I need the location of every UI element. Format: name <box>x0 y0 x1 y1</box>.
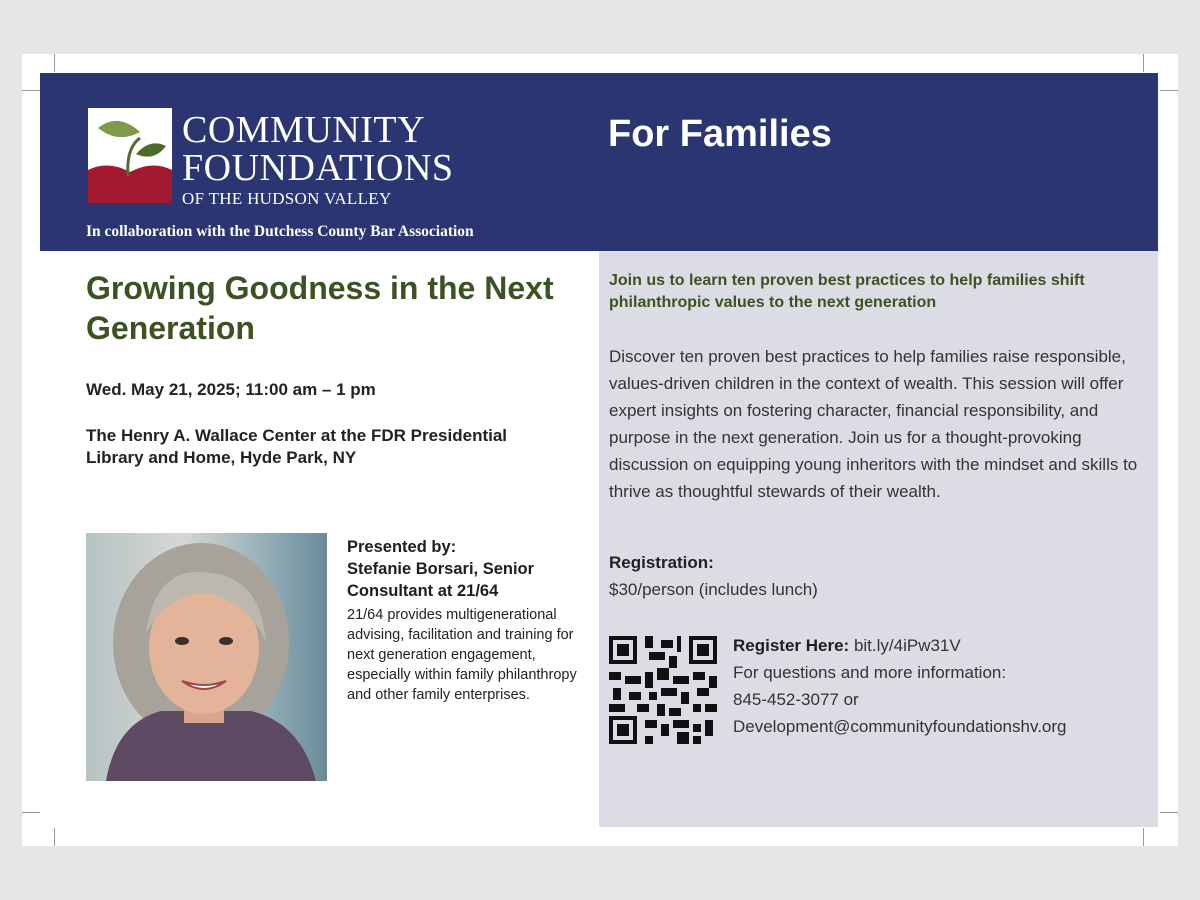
event-date-time: Wed. May 21, 2025; 11:00 am – 1 pm <box>86 380 376 399</box>
presenter-name: Stefanie Borsari, Senior Consultant at 21/64 <box>347 560 535 600</box>
logo-line: FOUNDATIONS <box>182 147 454 189</box>
registration-price: $30/person (includes lunch) <box>609 580 818 599</box>
register-line <box>733 632 1153 659</box>
logo-line: COMMUNITY <box>182 109 426 151</box>
crop-mark <box>1143 54 1144 72</box>
crop-mark <box>1160 90 1178 91</box>
crop-mark <box>22 90 40 91</box>
crop-mark <box>54 828 55 846</box>
event-title: Growing Goodness in the Next Generation <box>86 270 554 346</box>
header-banner <box>40 73 1158 251</box>
details-body: Discover ten proven best practices to help families raise responsible, values-driven children in the context of wealth. This session will offer expert insights on fostering character, financial responsibility, and purpose in the next generation. Join us for a thought-provoking discussion on equipping young inheritors with the mindset and skills to thrive as thoughtful stewards of their wealth. <box>609 347 1138 501</box>
email-link[interactable]: Development@communityfoundationshv.org <box>733 717 1067 736</box>
contact-block <box>733 632 1153 740</box>
presenter-block <box>347 536 577 705</box>
presenter-description: 21/64 provides multigenerational advising, facilitation and training for next generation engagement, especially within family philanthropy and other family enterprises. <box>347 607 577 703</box>
qr-code-icon[interactable] <box>609 636 717 744</box>
event-venue: The Henry A. Wallace Center at the FDR Presidential Library and Home, Hyde Park, NY <box>86 426 508 467</box>
leaf-logo-icon <box>88 108 172 203</box>
presented-by-heading: Presented by: <box>347 538 457 556</box>
audience-heading: For Families <box>608 113 832 155</box>
register-link[interactable]: bit.ly/4iPw31V <box>853 636 961 655</box>
crop-mark <box>22 812 40 813</box>
logo-line: OF THE HUDSON VALLEY <box>182 189 392 208</box>
phone-number[interactable]: 845-452-3077 or <box>733 690 859 709</box>
foundation-logo-text <box>182 111 454 209</box>
register-label: Register Here: <box>733 636 850 655</box>
crop-mark <box>54 54 55 72</box>
questions-line: For questions and more information: <box>733 663 1007 682</box>
registration-label: Registration: <box>609 553 714 572</box>
presenter-photo <box>86 533 327 781</box>
details-intro: Join us to learn ten proven best practices to help families shift philanthropic values to the next generation <box>609 272 1085 311</box>
collaboration-note: In collaboration with the Dutchess County Bar Association <box>86 223 474 240</box>
crop-mark <box>1143 828 1144 846</box>
crop-mark <box>1160 812 1178 813</box>
